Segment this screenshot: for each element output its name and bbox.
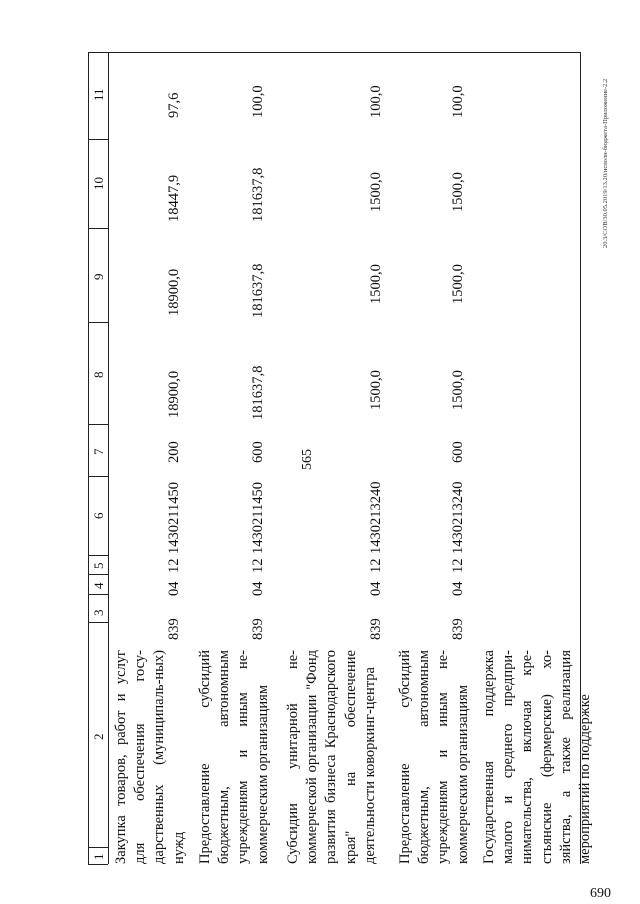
row-4-c5: 12 [450, 558, 466, 573]
col-header-8: 8 [91, 371, 106, 378]
row-3-c6: 1430213240 [368, 481, 384, 554]
row-5-description: Государственная поддержка малого и среднего предпри-нимательства, включая кре-стьянские (фермерские) хо-зяйства, а также реализация мероприятий по поддержке [481, 650, 594, 864]
row-3-description: Субсидии унитарной не-коммерческой организации "Фонд развития бизнеса Краснодарского края" на обеспечение деятельности коворкинг-центра [285, 650, 378, 864]
col-header-7: 7 [91, 448, 106, 455]
row-4-c9: 1500,0 [450, 264, 466, 304]
row-1-c6: 1430211450 [166, 482, 182, 554]
row-4-c10: 1500,0 [450, 172, 466, 212]
row-4-c7: 600 [450, 441, 466, 463]
row-2-c5: 12 [250, 558, 266, 573]
row-4-c3: 839 [450, 618, 466, 640]
row-4-c8: 1500,0 [450, 370, 466, 410]
row-1-c5: 12 [166, 558, 182, 573]
col-header-4: 4 [91, 582, 106, 589]
row-1-description: Закупка товаров, работ и услуг для обеспечения госу-дарственных (муниципаль-ных) нужд [113, 650, 187, 864]
row-2-c7: 600 [250, 441, 266, 463]
col-header-11: 11 [91, 88, 106, 101]
row-2-description: Предоставление субсидий бюджетным, автономным учреждениям и иным не-коммерческим организациям [197, 650, 271, 864]
row-3-c8: 1500,0 [368, 370, 384, 410]
col-header-5: 5 [91, 562, 106, 569]
footer-file-path: 20.3/СОВ/30.05.2019/13.20/исполн-бюджета-Приложение-2.2 [602, 78, 609, 248]
row-1-c9: 18900,0 [166, 268, 182, 316]
row-3-c5: 12 [368, 558, 384, 573]
col-header-9: 9 [91, 273, 106, 280]
page-number-top: 565 [300, 449, 315, 470]
row-4-c4: 04 [450, 581, 466, 596]
row-2-c4: 04 [250, 581, 266, 596]
col-header-2: 2 [91, 733, 106, 740]
row-3-c3: 839 [368, 618, 384, 640]
row-1-c11: 97,6 [166, 92, 182, 118]
col-header-10: 10 [91, 177, 106, 190]
row-4-description: Предоставление субсидий бюджетным, автономным учреждениям и иным не-коммерческим организациям [397, 650, 471, 864]
row-1-c3: 839 [166, 618, 182, 640]
row-4-c11: 100,0 [450, 85, 466, 118]
row-2-c8: 181637,8 [250, 365, 266, 420]
row-2-c11: 100,0 [250, 85, 266, 118]
row-1-c4: 04 [166, 581, 182, 596]
col-header-3: 3 [91, 609, 106, 616]
row-3-c4: 04 [368, 581, 384, 596]
row-2-c3: 839 [250, 618, 266, 640]
page-number-corner: 690 [590, 886, 611, 901]
row-2-c10: 181637,8 [250, 167, 266, 222]
row-2-c6: 1430211450 [250, 482, 266, 554]
row-1-c7: 200 [166, 441, 182, 463]
row-3-c11: 100,0 [368, 85, 384, 118]
row-3-c10: 1500,0 [368, 172, 384, 212]
row-1-c10: 18447,9 [166, 174, 182, 222]
row-4-c6: 1430213240 [450, 481, 466, 554]
row-2-c9: 181637,8 [250, 263, 266, 318]
col-header-1: 1 [91, 853, 106, 860]
row-1-c8: 18900,0 [166, 370, 182, 418]
col-header-6: 6 [91, 512, 106, 519]
row-3-c9: 1500,0 [368, 264, 384, 304]
